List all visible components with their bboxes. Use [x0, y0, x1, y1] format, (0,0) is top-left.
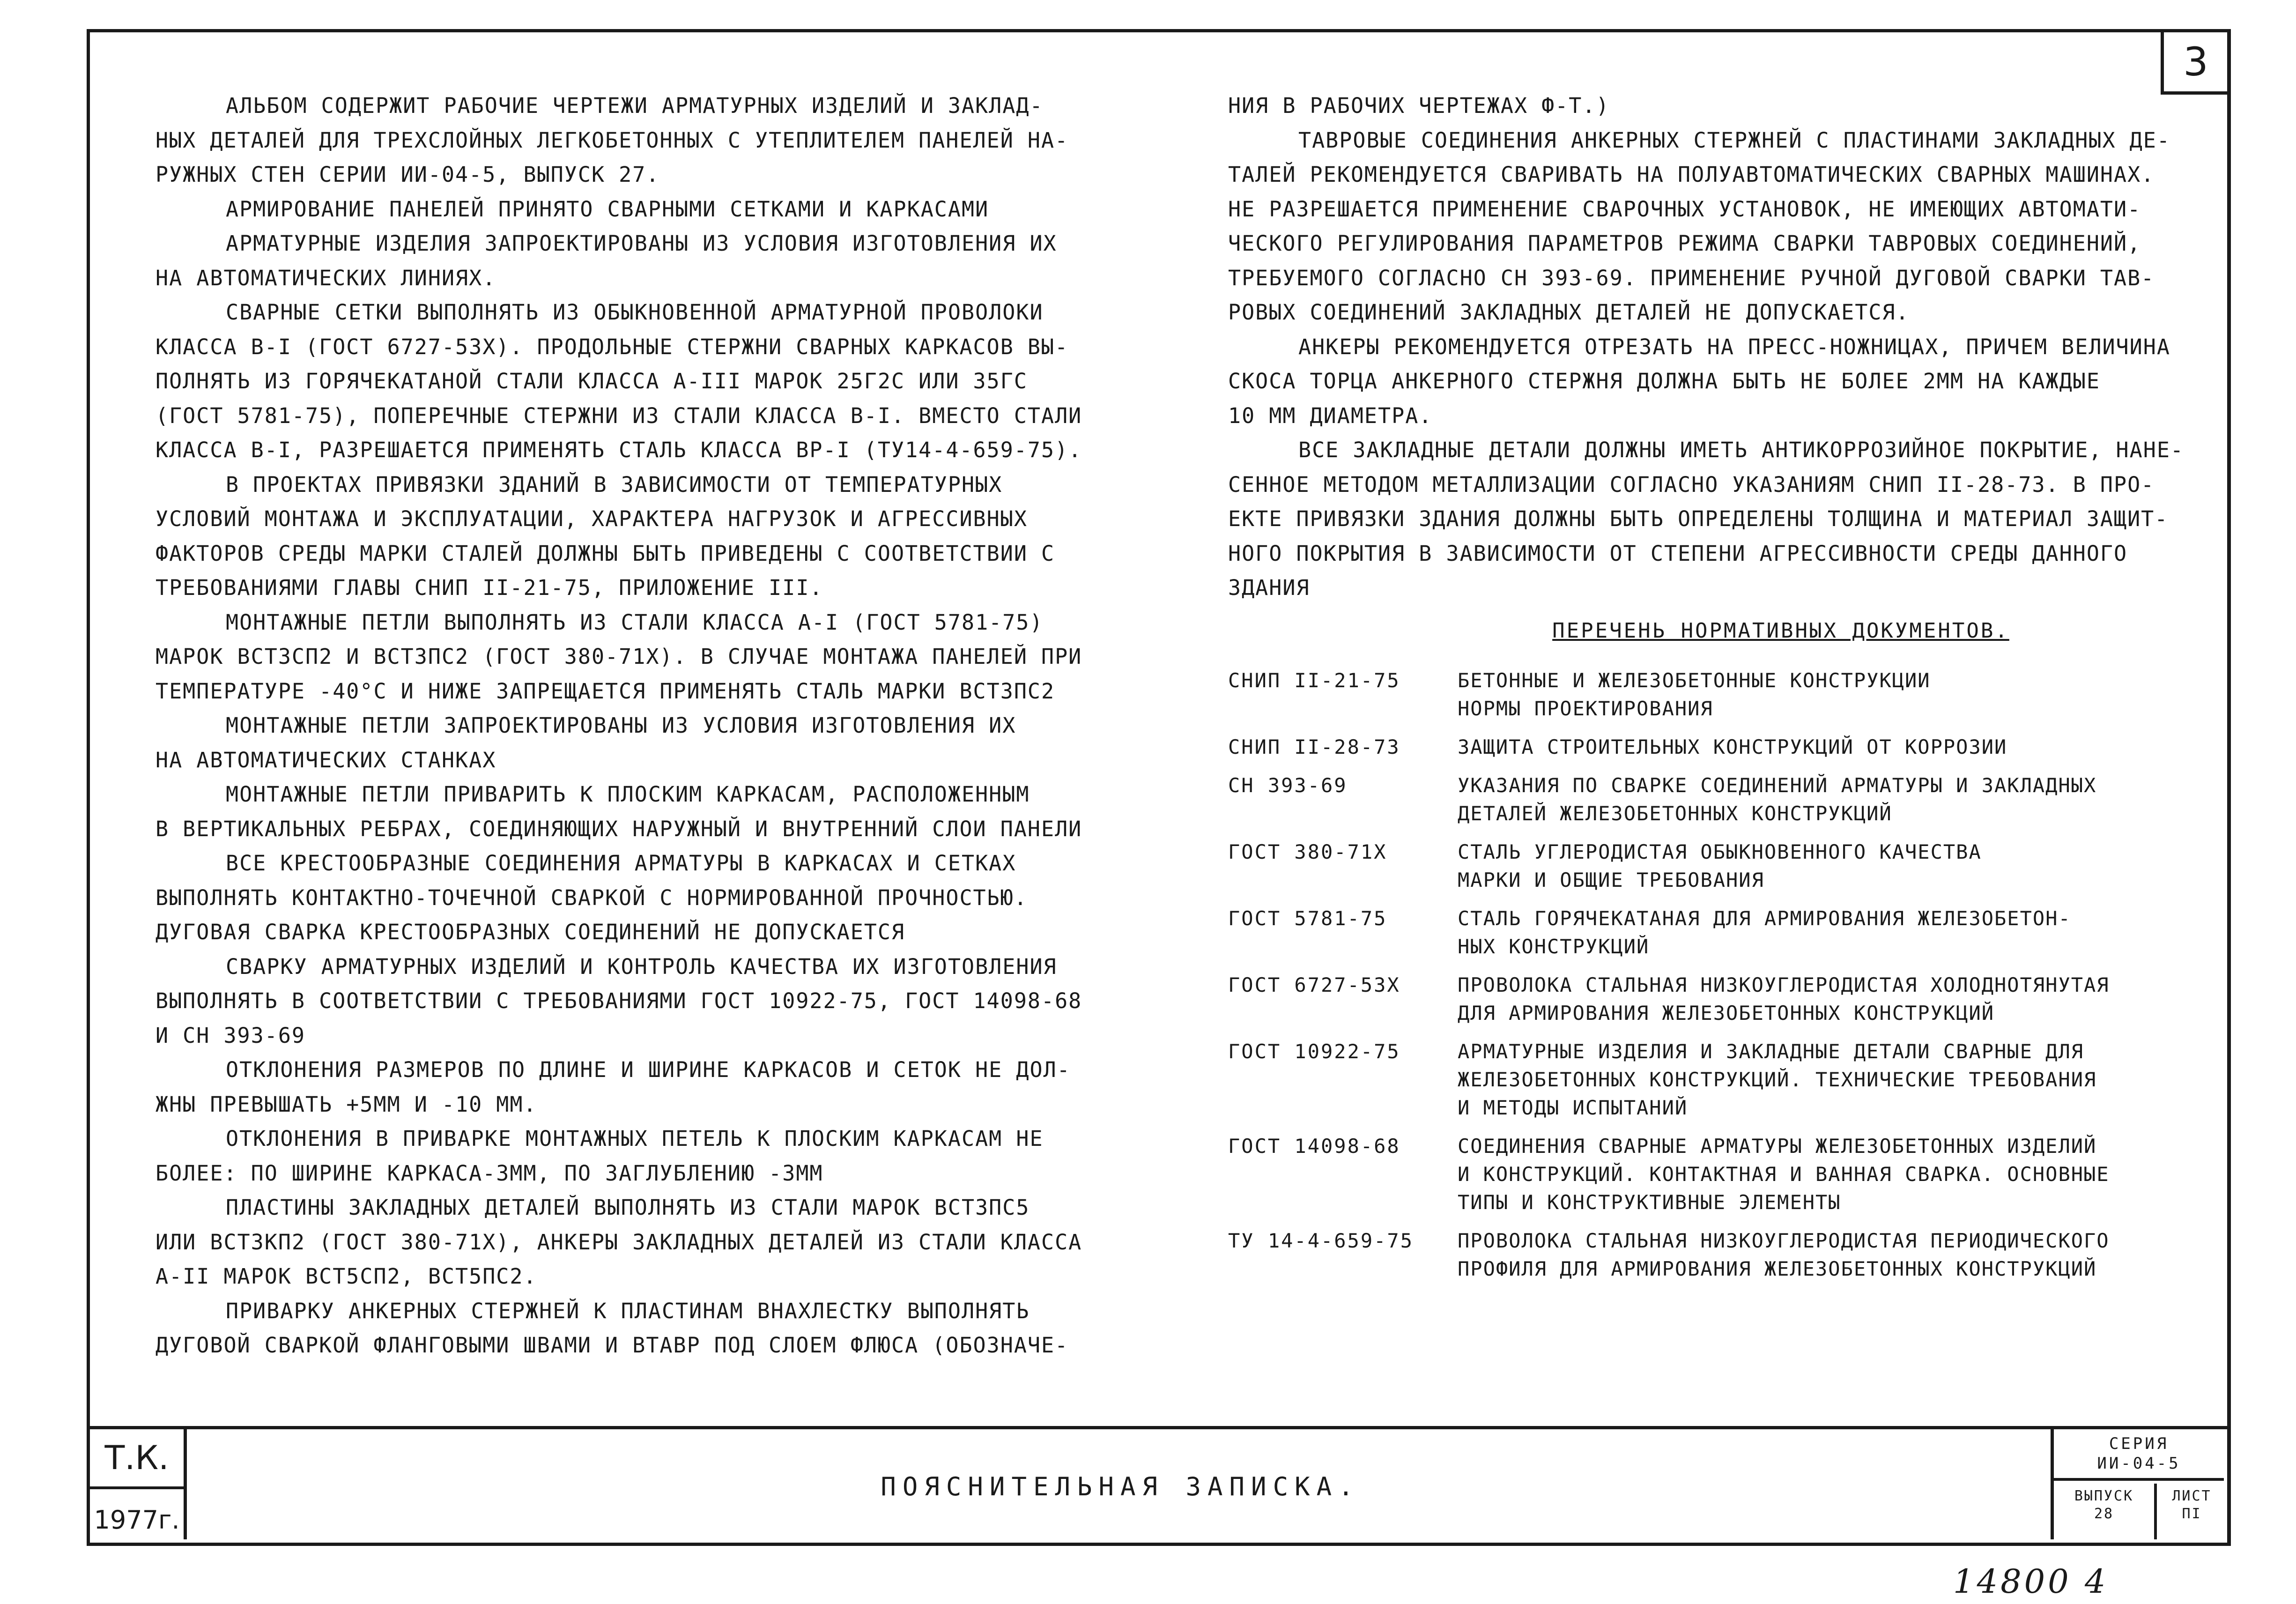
paragraph-line: ДУГОВОЙ СВАРКОЙ ФЛАНГОВЫМИ ШВАМИ И ВТАВР ПОД СЛОЕМ ФЛЮСА (ОБОЗНАЧЕ-	[156, 1333, 1069, 1358]
doc-description-line: АРМАТУРНЫЕ ИЗДЕЛИЯ И ЗАКЛАДНЫЕ ДЕТАЛИ СВАРНЫЕ ДЛЯ	[1458, 1040, 2084, 1063]
paragraph-line: НЫХ ДЕТАЛЕЙ ДЛЯ ТРЕХСЛОЙНЫХ ЛЕГКОБЕТОННЫХ С УТЕПЛИТЕЛЕМ ПАНЕЛЕЙ НА-	[156, 127, 1069, 153]
doc-description-line: НЫХ КОНСТРУКЦИЙ	[1458, 935, 1650, 958]
doc-description-line: СТАЛЬ ГОРЯЧЕКАТАНАЯ ДЛЯ АРМИРОВАНИЯ ЖЕЛЕЗОБЕТОН-	[1458, 907, 2071, 930]
paragraph-line: ВСЕ ЗАКЛАДНЫЕ ДЕТАЛИ ДОЛЖНЫ ИМЕТЬ АНТИКОРРОЗИЙНОЕ ПОКРЫТИЕ, НАНЕ-	[1298, 438, 2184, 462]
paragraph-line: НА АВТОМАТИЧЕСКИХ СТАНКАХ	[156, 747, 496, 772]
doc-description	[1458, 1038, 2216, 1132]
paragraph-line: ЧЕСКОГО РЕГУЛИРОВАНИЯ ПАРАМЕТРОВ РЕЖИМА СВАРКИ ТАВРОВЫХ СОЕДИНЕНИЙ,	[1228, 231, 2141, 256]
paragraph-line: АЛЬБОМ СОДЕРЖИТ РАБОЧИЕ ЧЕРТЕЖИ АРМАТУРНЫХ ИЗДЕЛИЙ И ЗАКЛАД-	[226, 93, 1044, 118]
paragraph-line: НОГО ПОКРЫТИЯ В ЗАВИСИМОСТИ ОТ СТЕПЕНИ АГРЕССИВНОСТИ СРЕДЫ ДАННОГО	[1228, 541, 2128, 566]
title-block	[90, 1426, 2227, 1543]
paragraph-line: МОНТАЖНЫЕ ПЕТЛИ ВЫПОЛНЯТЬ ИЗ СТАЛИ КЛАССА А-I (ГОСТ 5781-75)	[226, 609, 1044, 635]
doc-description-line: ЗАЩИТА СТРОИТЕЛЬНЫХ КОНСТРУКЦИЙ ОТ КОРРОЗИИ	[1458, 735, 2007, 758]
doc-description-line: И МЕТОДЫ ИСПЫТАНИЙ	[1458, 1096, 1688, 1119]
paragraph-line: НА АВТОМАТИЧЕСКИХ ЛИНИЯХ.	[156, 265, 496, 290]
page-value: ПI	[2182, 1506, 2202, 1522]
paragraph-line: ПОЛНЯТЬ ИЗ ГОРЯЧЕКАТАНОЙ СТАЛИ КЛАССА А-III МАРОК 25Г2С ИЛИ 35ГС	[156, 369, 1028, 394]
paragraph-line: АНКЕРЫ РЕКОМЕНДУЕТСЯ ОТРЕЗАТЬ НА ПРЕСС-НОЖНИЦАХ, ПРИЧЕМ ВЕЛИЧИНА	[1298, 334, 2170, 359]
paragraph-line: СЕННОЕ МЕТОДОМ МЕТАЛЛИЗАЦИИ СОГЛАСНО УКАЗАНИЯМ СНИП II-28-73. В ПРО-	[1228, 472, 2155, 497]
paragraph-line: ЗДАНИЯ	[1228, 575, 1310, 600]
paragraph-line: ПЛАСТИНЫ ЗАКЛАДНЫХ ДЕТАЛЕЙ ВЫПОЛНЯТЬ ИЗ СТАЛИ МАРОК ВСТ3ПС5	[226, 1195, 1030, 1220]
paragraph-line: НЕ РАЗРЕШАЕТСЯ ПРИМЕНЕНИЕ СВАРОЧНЫХ УСТАНОВОК, НЕ ИМЕЮЩИХ АВТОМАТИ-	[1228, 196, 2141, 222]
series-label: СЕРИЯ	[2109, 1434, 2169, 1453]
doc-code: СНИП II-28-73	[1228, 735, 1400, 758]
series-value: ИИ-04-5	[2097, 1454, 2181, 1473]
page-cell	[2160, 1484, 2224, 1539]
paragraph-line: ФАКТОРОВ СРЕДЫ МАРКИ СТАЛЕЙ ДОЛЖНЫ БЫТЬ ПРИВЕДЕНЫ С СООТВЕТСТВИИ С	[156, 541, 1055, 566]
paragraph-line: ДУГОВАЯ СВАРКА КРЕСТООБРАЗНЫХ СОЕДИНЕНИЙ НЕ ДОПУСКАЕТСЯ	[156, 920, 905, 944]
doc-code: ТУ 14-4-659-75	[1228, 1229, 1414, 1252]
doc-description-line: УКАЗАНИЯ ПО СВАРКЕ СОЕДИНЕНИЙ АРМАТУРЫ И ЗАКЛАДНЫХ	[1458, 774, 2097, 797]
paragraph-line: СВАРНЫЕ СЕТКИ ВЫПОЛНЯТЬ ИЗ ОБЫКНОВЕННОЙ АРМАТУРНОЙ ПРОВОЛОКИ	[226, 300, 1044, 325]
issue-value: 28	[2094, 1506, 2114, 1522]
doc-description-line: ТИПЫ И КОНСТРУКТИВНЫЕ ЭЛЕМЕНТЫ	[1458, 1191, 1841, 1214]
right-paragraphs	[1228, 89, 2216, 605]
paragraph-line: ВСЕ КРЕСТООБРАЗНЫЕ СОЕДИНЕНИЯ АРМАТУРЫ В КАРКАСАХ И СЕТКАХ	[226, 851, 1016, 876]
doc-code: СНИП II-21-75	[1228, 669, 1400, 692]
doc-description	[1458, 838, 2216, 905]
doc-row	[1228, 1132, 2216, 1227]
paragraph-line: МАРОК ВСТ3СП2 И ВСТ3ПС2 (ГОСТ 380-71Х). В СЛУЧАЕ МОНТАЖА ПАНЕЛЕЙ ПРИ	[156, 644, 1082, 669]
paragraph-line: 10 ММ ДИАМЕТРА.	[1228, 403, 1433, 428]
doc-description-line: СОЕДИНЕНИЯ СВАРНЫЕ АРМАТУРЫ ЖЕЛЕЗОБЕТОННЫХ ИЗДЕЛИЙ	[1458, 1135, 2097, 1158]
paragraph-line: ВЫПОЛНЯТЬ КОНТАКТНО-ТОЧЕЧНОЙ СВАРКОЙ С НОРМИРОВАННОЙ ПРОЧНОСТЬЮ.	[156, 885, 1028, 910]
paragraph-line: КЛАССА В-I, РАЗРЕШАЕТСЯ ПРИМЕНЯТЬ СТАЛЬ КЛАССА ВР-I (ТУ14-4-659-75).	[156, 438, 1082, 462]
year: 1977г.	[94, 1505, 180, 1535]
paragraph-line: ИЛИ ВСТ3КП2 (ГОСТ 380-71Х), АНКЕРЫ ЗАКЛАДНЫХ ДЕТАЛЕЙ ИЗ СТАЛИ КЛАССА	[156, 1229, 1082, 1255]
paragraph-line: УСЛОВИЙ МОНТАЖА И ЭКСПЛУАТАЦИИ, ХАРАКТЕРА НАГРУЗОК И АГРЕССИВНЫХ	[156, 506, 1028, 531]
doc-row	[1228, 1227, 2216, 1293]
paragraph-line: В ВЕРТИКАЛЬНЫХ РЕБРАХ, СОЕДИНЯЮЩИХ НАРУЖНЫЙ И ВНУТРЕННИЙ СЛОИ ПАНЕЛИ	[156, 816, 1082, 841]
doc-description	[1458, 667, 2216, 733]
doc-description	[1458, 971, 2216, 1038]
org-code: Т.К.	[90, 1429, 184, 1489]
paragraph-line: ПРИВАРКУ АНКЕРНЫХ СТЕРЖНЕЙ К ПЛАСТИНАМ ВНАХЛЕСТКУ ВЫПОЛНЯТЬ	[226, 1298, 1030, 1323]
doc-row	[1228, 838, 2216, 905]
doc-code: ГОСТ 6727-53Х	[1228, 973, 1400, 996]
doc-description-line: ПРОФИЛЯ ДЛЯ АРМИРОВАНИЯ ЖЕЛЕЗОБЕТОННЫХ КОНСТРУКЦИЙ	[1458, 1257, 2097, 1280]
paragraph-line: ЕКТЕ ПРИВЯЗКИ ЗДАНИЯ ДОЛЖНЫ БЫТЬ ОПРЕДЕЛЕНЫ ТОЛЩИНА И МАТЕРИАЛ ЗАЩИТ-	[1228, 506, 2169, 531]
doc-description-line: ПРОВОЛОКА СТАЛЬНАЯ НИЗКОУГЛЕРОДИСТАЯ ХОЛОДНОТЯНУТАЯ	[1458, 973, 2110, 996]
docs-heading: ПЕРЕЧЕНЬ НОРМАТИВНЫХ ДОКУМЕНТОВ.	[1552, 618, 2009, 643]
title-block-right	[2051, 1429, 2227, 1539]
paragraph-line: КЛАССА В-I (ГОСТ 6727-53Х). ПРОДОЛЬНЫЕ СТЕРЖНИ СВАРНЫХ КАРКАСОВ ВЫ-	[156, 334, 1069, 359]
doc-description-line: ДЕТАЛЕЙ ЖЕЛЕЗОБЕТОННЫХ КОНСТРУКЦИЙ	[1458, 802, 1892, 825]
paragraph-line: РУЖНЫХ СТЕН СЕРИИ ИИ-04-5, ВЫПУСК 27.	[156, 162, 660, 187]
doc-description	[1458, 1132, 2216, 1227]
page-label: ЛИСТ	[2172, 1488, 2212, 1504]
paragraph-line: БОЛЕЕ: ПО ШИРИНЕ КАРКАСА-3ММ, ПО ЗАГЛУБЛЕНИЮ -3ММ	[156, 1160, 823, 1186]
doc-row	[1228, 905, 2216, 971]
document-title: ПОЯСНИТЕЛЬНАЯ ЗАПИСКА.	[881, 1472, 1360, 1501]
doc-code: ГОСТ 380-71Х	[1228, 840, 1387, 863]
doc-description-line: СТАЛЬ УГЛЕРОДИСТАЯ ОБЫКНОВЕННОГО КАЧЕСТВА	[1458, 840, 1982, 863]
series-cell	[2054, 1429, 2224, 1481]
paragraph-line: И СН 393-69	[156, 1023, 306, 1048]
doc-code: ГОСТ 14098-68	[1228, 1135, 1400, 1158]
sheet-number: 3	[2161, 29, 2231, 95]
paragraph-line: МОНТАЖНЫЕ ПЕТЛИ ЗАПРОЕКТИРОВАНЫ ИЗ УСЛОВИЯ ИЗГОТОВЛЕНИЯ ИХ	[226, 713, 1016, 738]
doc-description-line: НОРМЫ ПРОЕКТИРОВАНИЯ	[1458, 697, 1713, 720]
paragraph-line: ТРЕБУЕМОГО СОГЛАСНО СН 393-69. ПРИМЕНЕНИЕ РУЧНОЙ ДУГОВОЙ СВАРКИ ТАВ-	[1228, 265, 2155, 290]
right-text-column	[1228, 89, 2216, 1293]
doc-row	[1228, 733, 2216, 772]
doc-description-line: И КОНСТРУКЦИЙ. КОНТАКТНАЯ И ВАННАЯ СВАРКА. ОСНОВНЫЕ	[1458, 1163, 2110, 1186]
normative-docs-table	[1228, 667, 2216, 1293]
doc-row	[1228, 971, 2216, 1038]
paragraph-line: ЖНЫ ПРЕВЫШАТЬ +5ММ И -10 ММ.	[156, 1092, 537, 1117]
doc-description	[1458, 733, 2216, 772]
left-text-column	[156, 89, 1158, 1363]
paragraph-line: (ГОСТ 5781-75), ПОПЕРЕЧНЫЕ СТЕРЖНИ ИЗ СТАЛИ КЛАССА В-I. ВМЕСТО СТАЛИ	[156, 403, 1082, 428]
paragraph-line: АРМАТУРНЫЕ ИЗДЕЛИЯ ЗАПРОЕКТИРОВАНЫ ИЗ УСЛОВИЯ ИЗГОТОВЛЕНИЯ ИХ	[226, 231, 1057, 256]
paragraph-line: ОТКЛОНЕНИЯ РАЗМЕРОВ ПО ДЛИНЕ И ШИРИНЕ КАРКАСОВ И СЕТОК НЕ ДОЛ-	[226, 1057, 1071, 1082]
handwritten-note: 14800 4	[1953, 1562, 2109, 1601]
paragraph-line: НИЯ В РАБОЧИХ ЧЕРТЕЖАХ Ф-Т.)	[1228, 93, 1610, 118]
paragraph-line: ТАЛЕЙ РЕКОМЕНДУЕТСЯ СВАРИВАТЬ НА ПОЛУАВТОМАТИЧЕСКИХ СВАРНЫХ МАШИНАХ.	[1228, 162, 2155, 187]
paragraph-line: В ПРОЕКТАХ ПРИВЯЗКИ ЗДАНИЙ В ЗАВИСИМОСТИ ОТ ТЕМПЕРАТУРНЫХ	[226, 472, 1003, 497]
doc-row	[1228, 772, 2216, 838]
doc-code: СН 393-69	[1228, 774, 1348, 797]
doc-code: ГОСТ 10922-75	[1228, 1040, 1400, 1063]
paragraph-line: СВАРКУ АРМАТУРНЫХ ИЗДЕЛИЙ И КОНТРОЛЬ КАЧЕСТВА ИХ ИЗГОТОВЛЕНИЯ	[226, 954, 1057, 979]
paragraph-line: РОВЫХ СОЕДИНЕНИЙ ЗАКЛАДНЫХ ДЕТАЛЕЙ НЕ ДОПУСКАЕТСЯ.	[1228, 300, 1910, 325]
paragraph-line: ОТКЛОНЕНИЯ В ПРИВАРКЕ МОНТАЖНЫХ ПЕТЕЛЬ К ПЛОСКИМ КАРКАСАМ НЕ	[226, 1126, 1044, 1151]
doc-row	[1228, 667, 2216, 733]
drawing-sheet	[87, 29, 2231, 1546]
paragraph-line: А-II МАРОК ВСТ5СП2, ВСТ5ПС2.	[156, 1264, 537, 1289]
doc-description-line: БЕТОННЫЕ И ЖЕЛЕЗОБЕТОННЫЕ КОНСТРУКЦИИ	[1458, 669, 1931, 692]
title-block-left	[90, 1429, 187, 1539]
paragraph-line: ВЫПОЛНЯТЬ В СООТВЕТСТВИИ С ТРЕБОВАНИЯМИ ГОСТ 10922-75, ГОСТ 14098-68	[156, 988, 1082, 1013]
doc-description	[1458, 772, 2216, 838]
issue-label: ВЫПУСК	[2074, 1488, 2134, 1504]
doc-description-line: ДЛЯ АРМИРОВАНИЯ ЖЕЛЕЗОБЕТОННЫХ КОНСТРУКЦИЙ	[1458, 1002, 1995, 1025]
doc-row	[1228, 1038, 2216, 1132]
doc-description-line: ПРОВОЛОКА СТАЛЬНАЯ НИЗКОУГЛЕРОДИСТАЯ ПЕРИОДИЧЕСКОГО	[1458, 1229, 2110, 1252]
doc-description-line: МАРКИ И ОБЩИЕ ТРЕБОВАНИЯ	[1458, 869, 1764, 891]
doc-description	[1458, 1227, 2216, 1293]
paragraph-line: ТАВРОВЫЕ СОЕДИНЕНИЯ АНКЕРНЫХ СТЕРЖНЕЙ С ПЛАСТИНАМИ ЗАКЛАДНЫХ ДЕ-	[1298, 127, 2170, 153]
paragraph-line: АРМИРОВАНИЕ ПАНЕЛЕЙ ПРИНЯТО СВАРНЫМИ СЕТКАМИ И КАРКАСАМИ	[226, 196, 989, 222]
paragraph-line: ТЕМПЕРАТУРЕ -40°С И НИЖЕ ЗАПРЕЩАЕТСЯ ПРИМЕНЯТЬ СТАЛЬ МАРКИ ВСТ3ПС2	[156, 678, 1055, 704]
doc-code: ГОСТ 5781-75	[1228, 907, 1387, 930]
issue-cell	[2054, 1484, 2157, 1539]
doc-description	[1458, 905, 2216, 971]
doc-description-line: ЖЕЛЕЗОБЕТОННЫХ КОНСТРУКЦИЙ. ТЕХНИЧЕСКИЕ ТРЕБОВАНИЯ	[1458, 1068, 2097, 1091]
paragraph-line: МОНТАЖНЫЕ ПЕТЛИ ПРИВАРИТЬ К ПЛОСКИМ КАРКАСАМ, РАСПОЛОЖЕННЫМ	[226, 782, 1030, 807]
paragraph-line: СКОСА ТОРЦА АНКЕРНОГО СТЕРЖНЯ ДОЛЖНА БЫТЬ НЕ БОЛЕЕ 2ММ НА КАЖДЫЕ	[1228, 369, 2100, 394]
paragraph-line: ТРЕБОВАНИЯМИ ГЛАВЫ СНИП II-21-75, ПРИЛОЖЕНИЕ III.	[156, 575, 823, 600]
